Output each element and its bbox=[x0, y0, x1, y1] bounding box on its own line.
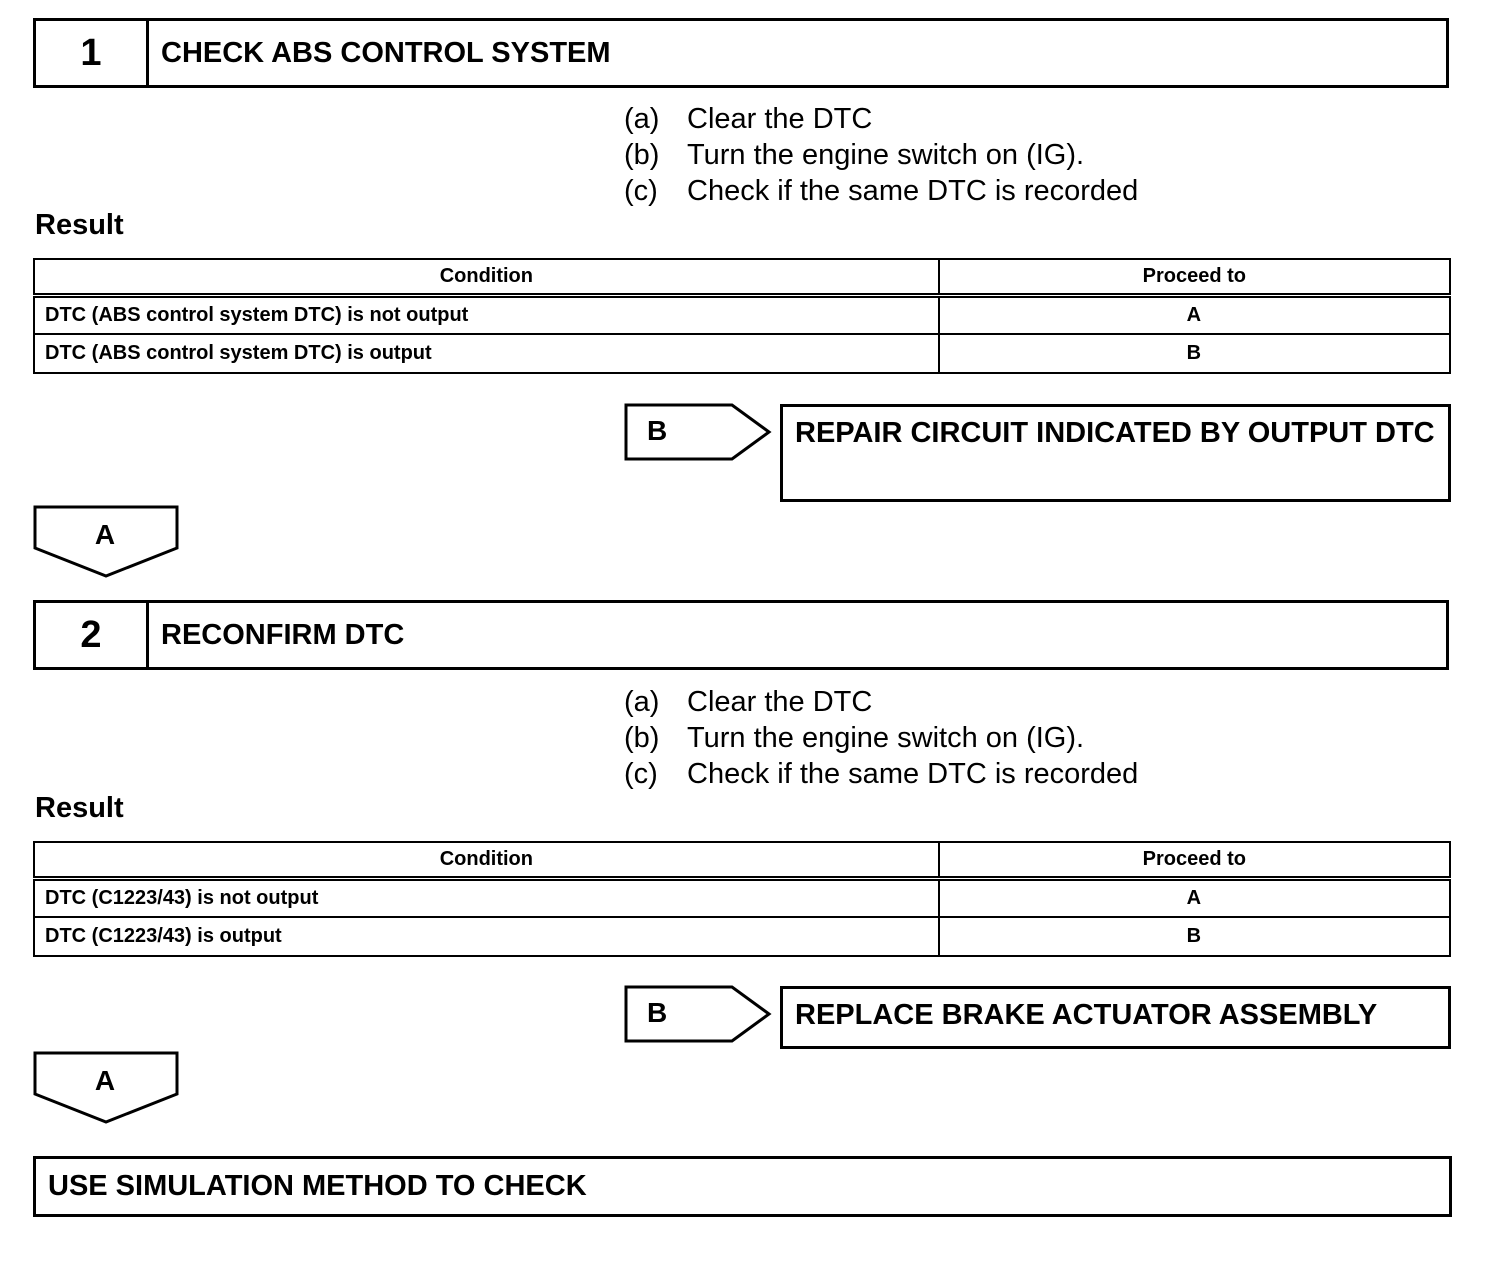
procedure-item: (c) Check if the same DTC is recorded bbox=[624, 175, 1139, 207]
condition-cell: DTC (C1223/43) is output bbox=[34, 917, 939, 956]
step-1-result-table bbox=[33, 258, 1451, 374]
branch-b-label: B bbox=[647, 415, 668, 446]
table-row bbox=[34, 878, 1450, 917]
procedure-item: (a) Clear the DTC bbox=[624, 103, 873, 135]
table-row bbox=[34, 917, 1450, 956]
column-header-proceed: Proceed to bbox=[939, 259, 1450, 295]
procedure-item: (c) Check if the same DTC is recorded bbox=[624, 758, 1139, 790]
table-row bbox=[34, 334, 1450, 373]
branch-a-label: A bbox=[94, 1065, 116, 1096]
proceed-cell: B bbox=[939, 334, 1450, 373]
condition-cell: DTC (C1223/43) is not output bbox=[34, 878, 939, 917]
step-2-title: RECONFIRM DTC bbox=[161, 618, 405, 651]
column-header-proceed: Proceed to bbox=[939, 842, 1450, 878]
column-header-condition: Condition bbox=[34, 842, 939, 878]
step-1-header bbox=[33, 18, 1449, 88]
step-2-header bbox=[33, 600, 1449, 670]
procedure-item: (b) Turn the engine switch on (IG). bbox=[624, 139, 1085, 171]
step-1-number: 1 bbox=[36, 21, 149, 85]
table-header-row bbox=[34, 842, 1450, 878]
condition-cell: DTC (ABS control system DTC) is output bbox=[34, 334, 939, 373]
step-1-title: CHECK ABS CONTROL SYSTEM bbox=[161, 36, 611, 69]
step-2-procedure bbox=[624, 684, 1138, 792]
proceed-cell: B bbox=[939, 917, 1450, 956]
proceed-cell: A bbox=[939, 878, 1450, 917]
step-2-result-heading: Result bbox=[35, 792, 124, 824]
table-row bbox=[34, 295, 1450, 334]
branch-b-label: B bbox=[647, 997, 668, 1028]
branch-b-action: REPLACE BRAKE ACTUATOR ASSEMBLY bbox=[780, 986, 1451, 1049]
final-action-box: USE SIMULATION METHOD TO CHECK bbox=[33, 1156, 1452, 1217]
proceed-cell: A bbox=[939, 295, 1450, 334]
step-2-result-table bbox=[33, 841, 1451, 957]
procedure-item: (a) Clear the DTC bbox=[624, 686, 873, 718]
table-header-row bbox=[34, 259, 1450, 295]
step-2-number: 2 bbox=[36, 603, 149, 667]
procedure-item: (b) Turn the engine switch on (IG). bbox=[624, 722, 1085, 754]
step-1-procedure bbox=[624, 101, 1138, 209]
branch-a-label: A bbox=[94, 519, 116, 550]
step-1-result-heading: Result bbox=[35, 209, 124, 241]
column-header-condition: Condition bbox=[34, 259, 939, 295]
condition-cell: DTC (ABS control system DTC) is not output bbox=[34, 295, 939, 334]
branch-b-action: REPAIR CIRCUIT INDICATED BY OUTPUT DTC bbox=[780, 404, 1451, 502]
